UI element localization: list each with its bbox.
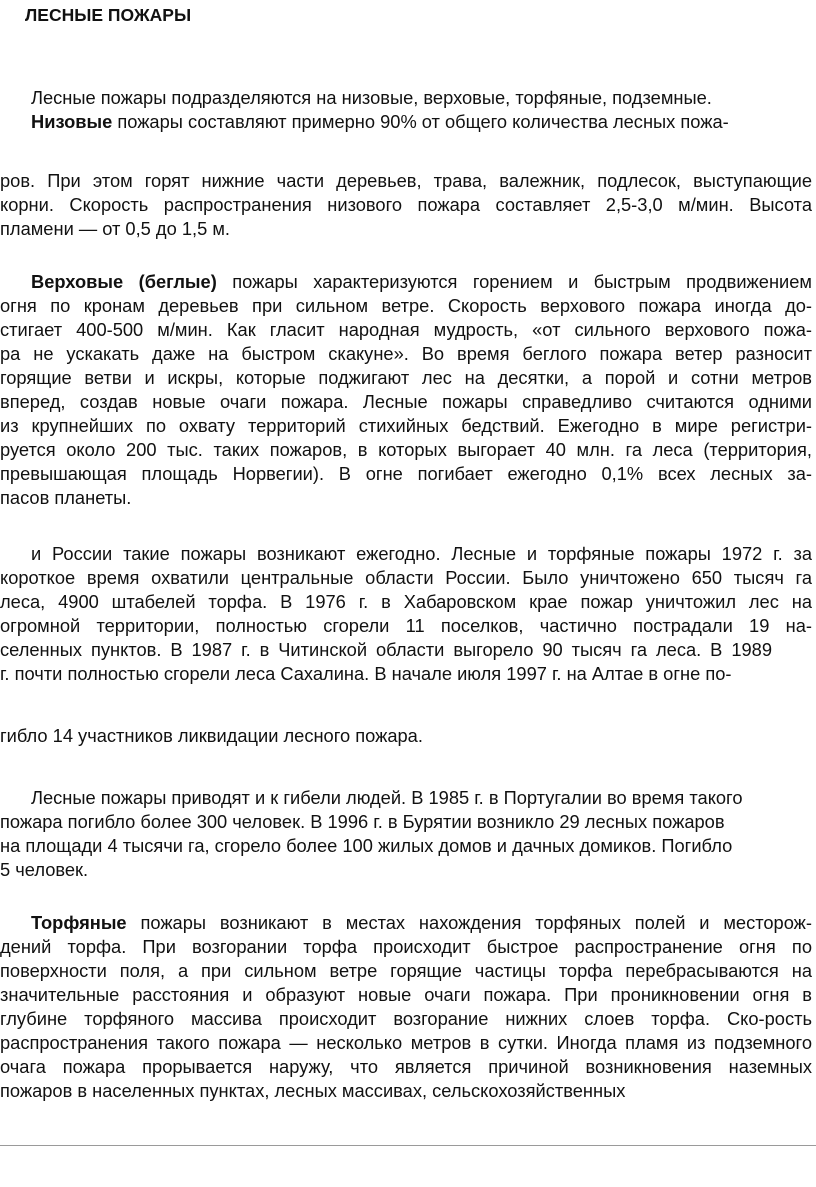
paragraph-line: из крупнейших по охвату территорий стихийных бедствий. Ежегодно в мире регистри- bbox=[0, 415, 812, 436]
paragraph-line: огня по кронам деревьев при сильном ветре. Скорость верхового пожара иногда до- bbox=[0, 295, 812, 316]
page-title: ЛЕСНЫЕ ПОЖАРЫ bbox=[25, 5, 192, 25]
paragraph-line: Лесные пожары подразделяются на низовые, верховые, торфяные, подземные. bbox=[31, 87, 712, 108]
text-run: пожары возникают в местах нахождения торфяных полей и месторож- bbox=[126, 912, 812, 933]
paragraph-line bbox=[31, 912, 812, 934]
paragraph-line: стигает 400-500 м/мин. Как гласит народная мудрость, «от сильного верхового пожа- bbox=[0, 319, 812, 340]
paragraph-line: г. почти полностью сгорели леса Сахалина. В начале июля 1997 г. на Алтае в огне по- bbox=[0, 663, 732, 684]
paragraph-line: корни. Скорость распространения низового пожара составляет 2,5-3,0 м/мин. Высота bbox=[0, 194, 812, 215]
paragraph-line: пасов планеты. bbox=[0, 487, 132, 508]
bold-term-torfyanye: Торфяные bbox=[31, 912, 127, 933]
paragraph-line: и России такие пожары возникают ежегодно. Лесные и торфяные пожары 1972 г. за bbox=[31, 543, 812, 564]
paragraph-line: леса, 4900 штабелей торфа. В 1976 г. в Хабаровском крае пожар уничтожил лес на bbox=[0, 591, 812, 612]
paragraph-line: значительные расстояния и образуют новые очаги пожара. При проникновении огня в bbox=[0, 984, 812, 1005]
paragraph-line: огромной территории, полностью сгорели 11 поселков, частично пострадали 19 на- bbox=[0, 615, 812, 636]
paragraph-line: распространения такого пожара — несколько метров в сутки. Иногда пламя из подземного bbox=[0, 1032, 812, 1053]
paragraph-line: руется около 200 тыс. таких пожаров, в которых выгорает 40 млн. га леса (территория, bbox=[0, 439, 812, 460]
footer-divider bbox=[0, 1145, 816, 1146]
bold-term-verkhovye: Верховые (беглые) bbox=[31, 271, 217, 292]
paragraph-line: на площади 4 тысячи га, сгорело более 100 жилых домов и дачных домиков. Погибло bbox=[0, 835, 733, 856]
paragraph-line: глубине торфяного массива происходит возгорание нижних слоев торфа. Ско-рость bbox=[0, 1008, 812, 1029]
paragraph-line: горящие ветви и искры, которые поджигают лес на десятки, а порой и сотни метров bbox=[0, 367, 812, 388]
text-run: пожары составляют примерно 90% от общего количества лесных пожа- bbox=[112, 111, 729, 132]
paragraph-line: вперед, создав новые очаги пожара. Лесные пожары справедливо считаются одними bbox=[0, 391, 812, 412]
text-run: пожары характеризуются горением и быстрым продвижением bbox=[216, 271, 812, 292]
paragraph-line: 5 человек. bbox=[0, 859, 89, 880]
paragraph-line: поверхности поля, а при сильном ветре горящие частицы торфа перебрасываются на bbox=[0, 960, 812, 981]
bold-term-nizovye: Низовые bbox=[31, 111, 113, 132]
paragraph-line: превышающая площадь Норвегии). В огне погибает ежегодно 0,1% всех лесных за- bbox=[0, 463, 812, 484]
paragraph-line: пламени — от 0,5 до 1,5 м. bbox=[0, 218, 230, 239]
paragraph-line bbox=[31, 271, 812, 293]
paragraph-line: селенных пунктов. В 1987 г. в Читинской области выгорело 90 тысяч га леса. В 1989 bbox=[0, 639, 772, 660]
paragraph-line bbox=[31, 111, 811, 133]
paragraph-line: пожара погибло более 300 человек. В 1996 г. в Бурятии возникло 29 лесных пожаров bbox=[0, 811, 725, 832]
paragraph-line: дений торфа. При возгорании торфа происходит быстрое распространение огня по bbox=[0, 936, 812, 957]
paragraph-line: короткое время охватили центральные области России. Было уничтожено 650 тысяч га bbox=[0, 567, 812, 588]
paragraph-line: гибло 14 участников ликвидации лесного пожара. bbox=[0, 725, 423, 746]
paragraph-line: ра не ускакать даже на быстром скакуне». Во время беглого пожара ветер разносит bbox=[0, 343, 812, 364]
paragraph-line: очага пожара прорывается наружу, что является причиной возникновения наземных bbox=[0, 1056, 812, 1077]
paragraph-line: ров. При этом горят нижние части деревьев, трава, валежник, подлесок, выступающие bbox=[0, 170, 812, 191]
paragraph-line: пожаров в населенных пунктах, лесных массивах, сельскохозяйственных bbox=[0, 1080, 626, 1101]
paragraph-line: Лесные пожары приводят и к гибели людей. В 1985 г. в Португалии во время такого bbox=[31, 787, 743, 808]
